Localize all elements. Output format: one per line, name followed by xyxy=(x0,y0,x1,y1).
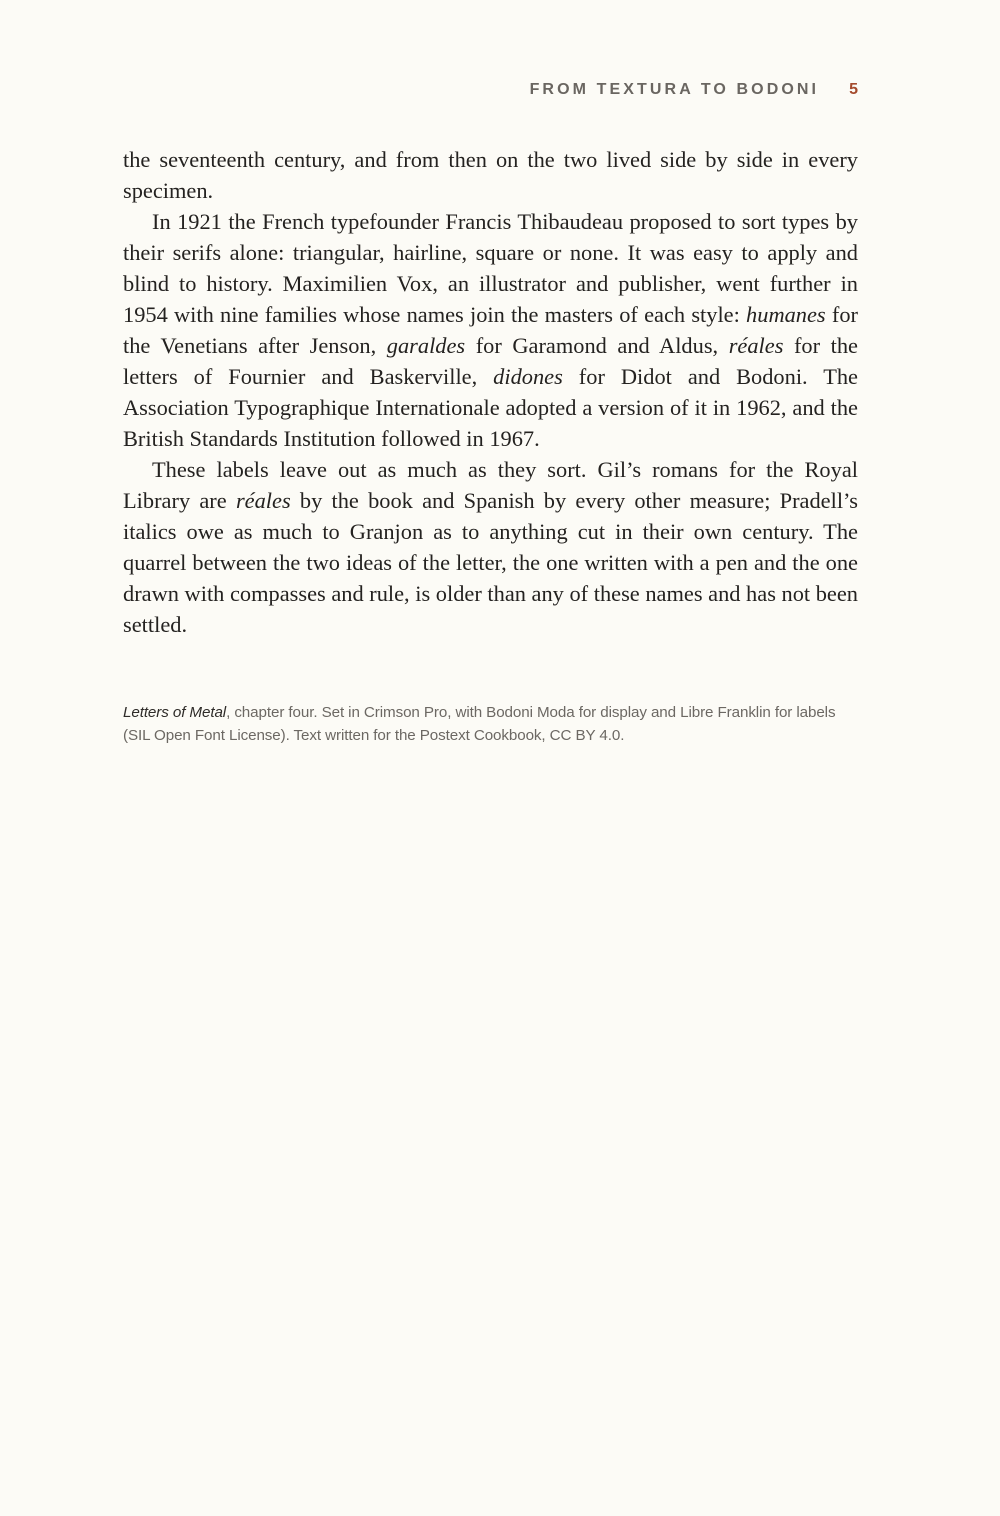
paragraph-2-text-c: for Garamond and Aldus, xyxy=(465,333,729,358)
body-text xyxy=(123,144,858,640)
paragraph-2-text-a: In 1921 the French typefounder Francis Thibaudeau proposed to sort types by their serifs alone: triangular, hairline, square or none. It was easy to apply and blind to history. Maximilien Vox, an illustrator and publisher, went further in 1954 with nine families whose names join the masters of each style: xyxy=(123,209,858,327)
term-didones: didones xyxy=(493,364,563,389)
paragraph-1 xyxy=(123,144,858,206)
paragraph-3-text-b: by the book and Spanish by every other measure; Pradell’s italics owe as much to Granjon as to anything cut in their own century. The quarrel between the two ideas of the letter, the one written with a pen and the one drawn with compasses and rule, is older than any of these names and has not been settled. xyxy=(123,488,858,637)
colophon-book-title: Letters of Metal xyxy=(123,704,227,721)
term-reales: réales xyxy=(728,333,784,358)
paragraph-2-text-d: for the letters of Fournier and Baskerville, xyxy=(123,333,858,389)
colophon xyxy=(123,701,858,747)
paragraph-3-text-a: These labels leave out as much as they sort. Gil’s romans for the Royal Library are xyxy=(123,457,858,513)
paragraph-2-text-b: for the Venetians after Jenson, xyxy=(123,302,858,358)
paragraph-3 xyxy=(123,454,858,640)
running-head xyxy=(530,81,858,99)
paragraph-1-text: the seventeenth century, and from then on the two lived side by side in every specimen. xyxy=(123,147,858,203)
paragraph-2-text-e: for Didot and Bodoni. The Association Typographique Internationale adopted a version of it in 1962, and the British Standards Institution followed in 1967. xyxy=(123,364,858,451)
paragraph-2 xyxy=(123,206,858,454)
colophon-text: , chapter four. Set in Crimson Pro, with Bodoni Moda for display and Libre Franklin for labels (SIL Open Font License). Text written for the Postext Cookbook, CC BY 4.0. xyxy=(123,704,836,744)
running-head-title: FROM TEXTURA TO BODONI xyxy=(529,81,820,98)
term-reales-2: réales xyxy=(235,488,291,513)
term-garaldes: garaldes xyxy=(386,333,466,358)
term-humanes: humanes xyxy=(746,302,826,327)
page-number: 5 xyxy=(849,81,858,98)
